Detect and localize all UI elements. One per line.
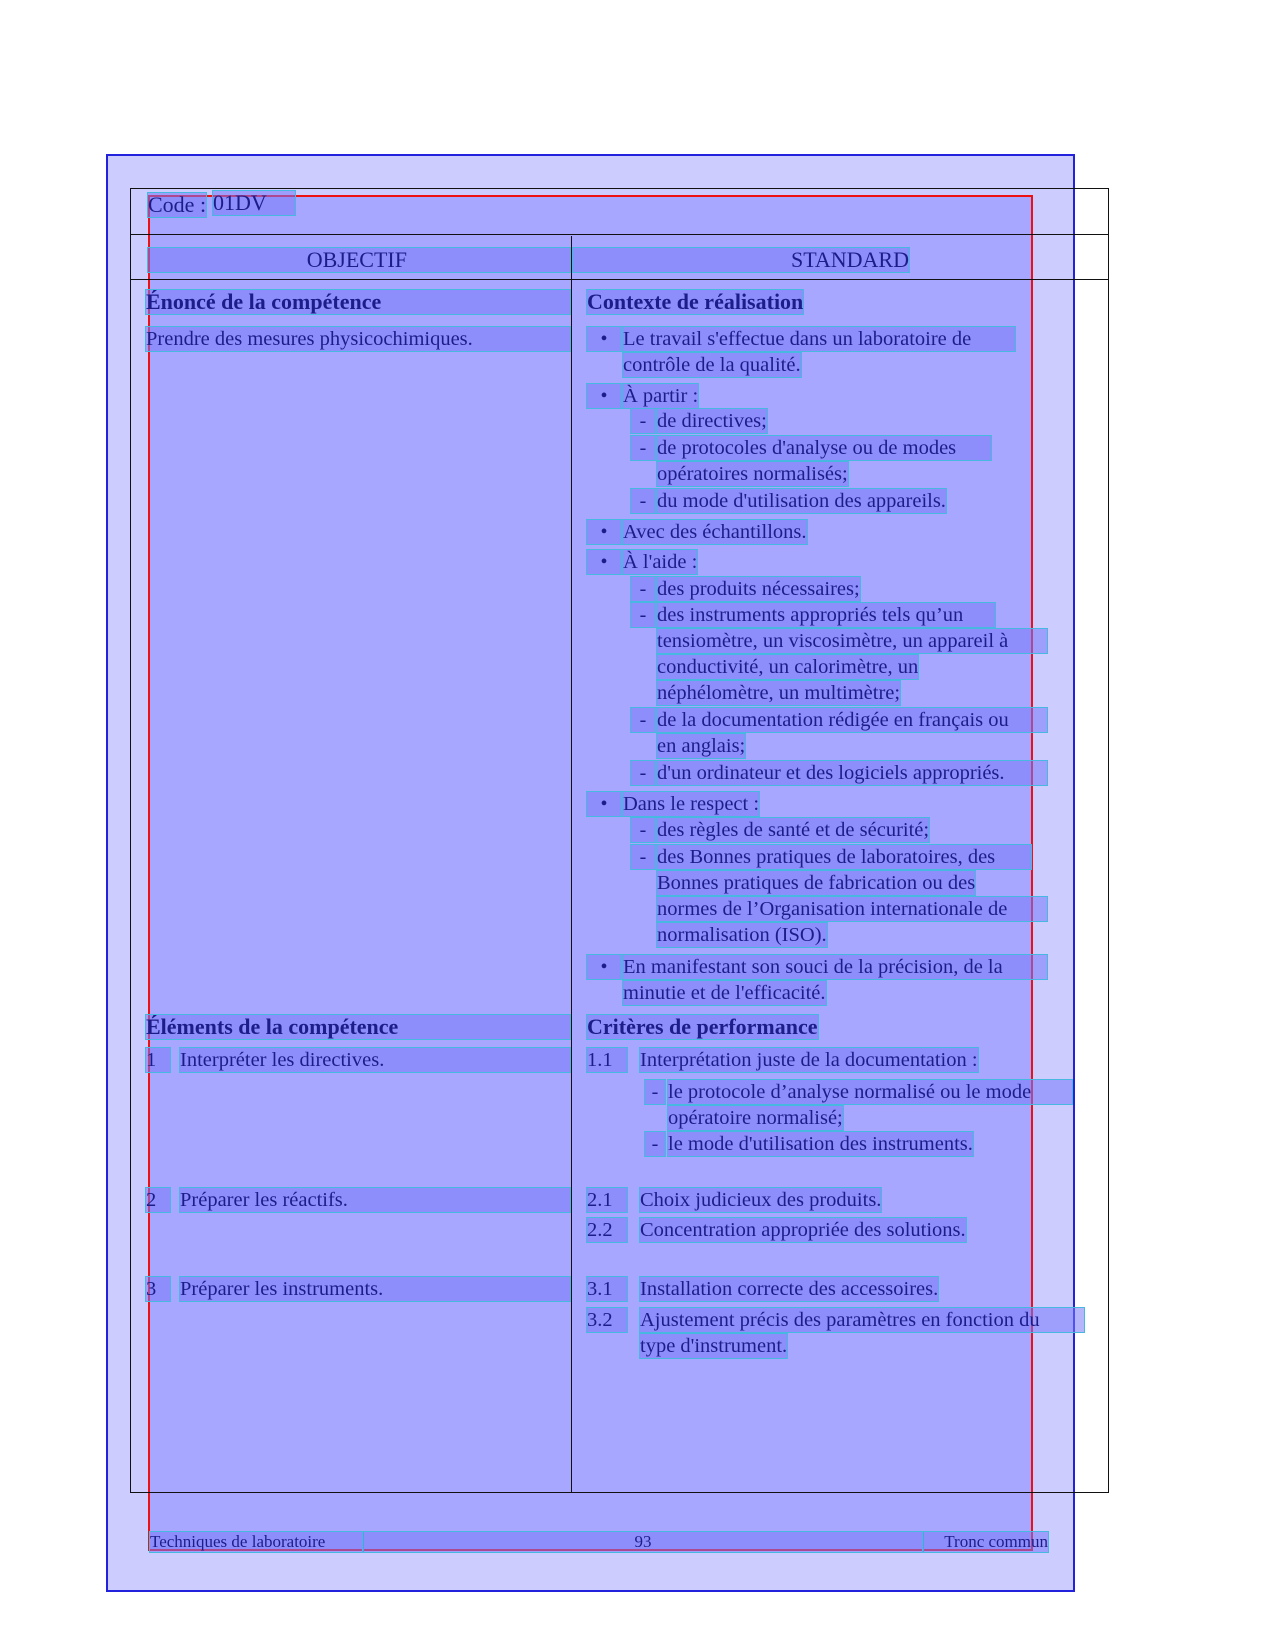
header-rule-bottom xyxy=(130,279,1109,280)
context-line: des règles de santé et de sécurité; xyxy=(657,819,930,841)
criterion-text: Ajustement précis des paramètres en fonction du xyxy=(640,1308,1084,1332)
context-line: en anglais; xyxy=(657,735,746,757)
context-line: de protocoles d'analyse ou de modes xyxy=(657,436,991,460)
dash-marker: - xyxy=(645,1080,665,1104)
element-text: Préparer les réactifs. xyxy=(180,1188,570,1212)
criterion-line: type d'instrument. xyxy=(640,1335,788,1357)
context-line: tensiomètre, un viscosimètre, un appareil à xyxy=(657,629,1047,653)
context-line: Bonnes pratiques de fabrication ou des xyxy=(657,872,976,894)
bullet-marker: • xyxy=(587,520,621,544)
criterion-number: 2.1 xyxy=(587,1188,627,1212)
objectif-header-cell xyxy=(148,248,570,272)
context-line: En manifestant son souci de la précision, de la xyxy=(623,955,1047,979)
bullet-marker: • xyxy=(587,550,621,574)
dash-marker: - xyxy=(631,409,655,433)
criterion-number: 2.2 xyxy=(587,1218,627,1242)
criterion-number: 1.1 xyxy=(587,1048,627,1072)
context-line: Le travail s'effectue dans un laboratoire de xyxy=(623,327,1015,351)
context-line: contrôle de la qualité. xyxy=(623,354,801,376)
footer-page-number: 93 xyxy=(363,1532,923,1552)
context-line: néphélomètre, un multimètre; xyxy=(657,682,901,704)
context-line: d'un ordinateur et des logiciels appropriés. xyxy=(657,761,1047,785)
bullet-marker: • xyxy=(587,792,621,816)
objectif-header: OBJECTIF xyxy=(306,247,407,272)
competence-heading: Énoncé de la compétence xyxy=(146,290,570,314)
bullet-marker: • xyxy=(587,955,621,979)
dash-marker: - xyxy=(631,603,655,627)
dash-marker: - xyxy=(631,845,655,869)
footer-right: Tronc commun xyxy=(923,1532,1048,1552)
context-line: de directives; xyxy=(657,410,767,432)
criterion-text: Concentration appropriée des solutions. xyxy=(640,1219,966,1241)
context-line: des Bonnes pratiques de laboratoires, des xyxy=(657,845,1031,869)
dash-marker: - xyxy=(631,489,655,513)
element-number: 2 xyxy=(146,1188,170,1212)
code-label: Code : xyxy=(148,192,207,217)
element-text: Interpréter les directives. xyxy=(180,1048,570,1072)
context-line: conductivité, un calorimètre, un xyxy=(657,656,919,678)
competence-text: Prendre des mesures physicochimiques. xyxy=(146,327,570,351)
element-text: Préparer les instruments. xyxy=(180,1277,570,1301)
context-line: Avec des échantillons. xyxy=(623,521,807,543)
elements-heading: Éléments de la compétence xyxy=(146,1015,570,1039)
column-divider xyxy=(571,236,572,1493)
criterion-number: 3.2 xyxy=(587,1308,627,1332)
criterion-line: le mode d'utilisation des instruments. xyxy=(668,1133,973,1155)
context-line: du mode d'utilisation des appareils. xyxy=(657,490,946,512)
dash-marker: - xyxy=(631,761,655,785)
context-line: À l'aide : xyxy=(623,551,698,573)
criterion-line: opératoire normalisé; xyxy=(668,1107,843,1129)
dash-marker: - xyxy=(631,708,655,732)
criterion-text: Installation correcte des accessoires. xyxy=(640,1278,939,1300)
context-line: des produits nécessaires; xyxy=(657,578,860,600)
dash-marker: - xyxy=(631,436,655,460)
element-number: 3 xyxy=(146,1277,170,1301)
criterion-text: Interprétation juste de la documentation : xyxy=(640,1049,978,1071)
criterion-line: le protocole d’analyse normalisé ou le mode xyxy=(668,1080,1072,1104)
context-heading: Contexte de réalisation xyxy=(587,289,804,314)
footer-left: Techniques de laboratoire xyxy=(150,1532,363,1552)
context-line: normes de l’Organisation internationale de xyxy=(657,897,1047,921)
dash-marker: - xyxy=(645,1132,665,1156)
bullet-marker: • xyxy=(587,327,621,351)
bullet-marker: • xyxy=(587,384,621,408)
standard-header: STANDARD xyxy=(573,248,909,272)
context-line: minutie et de l'efficacité. xyxy=(623,982,826,1004)
context-line: Dans le respect : xyxy=(623,793,760,815)
criterion-number: 3.1 xyxy=(587,1277,627,1301)
dash-marker: - xyxy=(631,818,655,842)
criterion-text: Choix judicieux des produits. xyxy=(640,1189,882,1211)
context-line: de la documentation rédigée en français ou xyxy=(657,708,1047,732)
dash-marker: - xyxy=(631,577,655,601)
code-value: 01DV xyxy=(213,191,295,215)
header-rule-top xyxy=(130,234,1109,235)
context-line: des instruments appropriés tels qu’un xyxy=(657,603,995,627)
criteria-heading: Critères de performance xyxy=(587,1014,818,1039)
context-line: opératoires normalisés; xyxy=(657,463,848,485)
context-line: normalisation (ISO). xyxy=(657,924,827,946)
context-line: À partir : xyxy=(623,385,699,407)
element-number: 1 xyxy=(146,1048,170,1072)
